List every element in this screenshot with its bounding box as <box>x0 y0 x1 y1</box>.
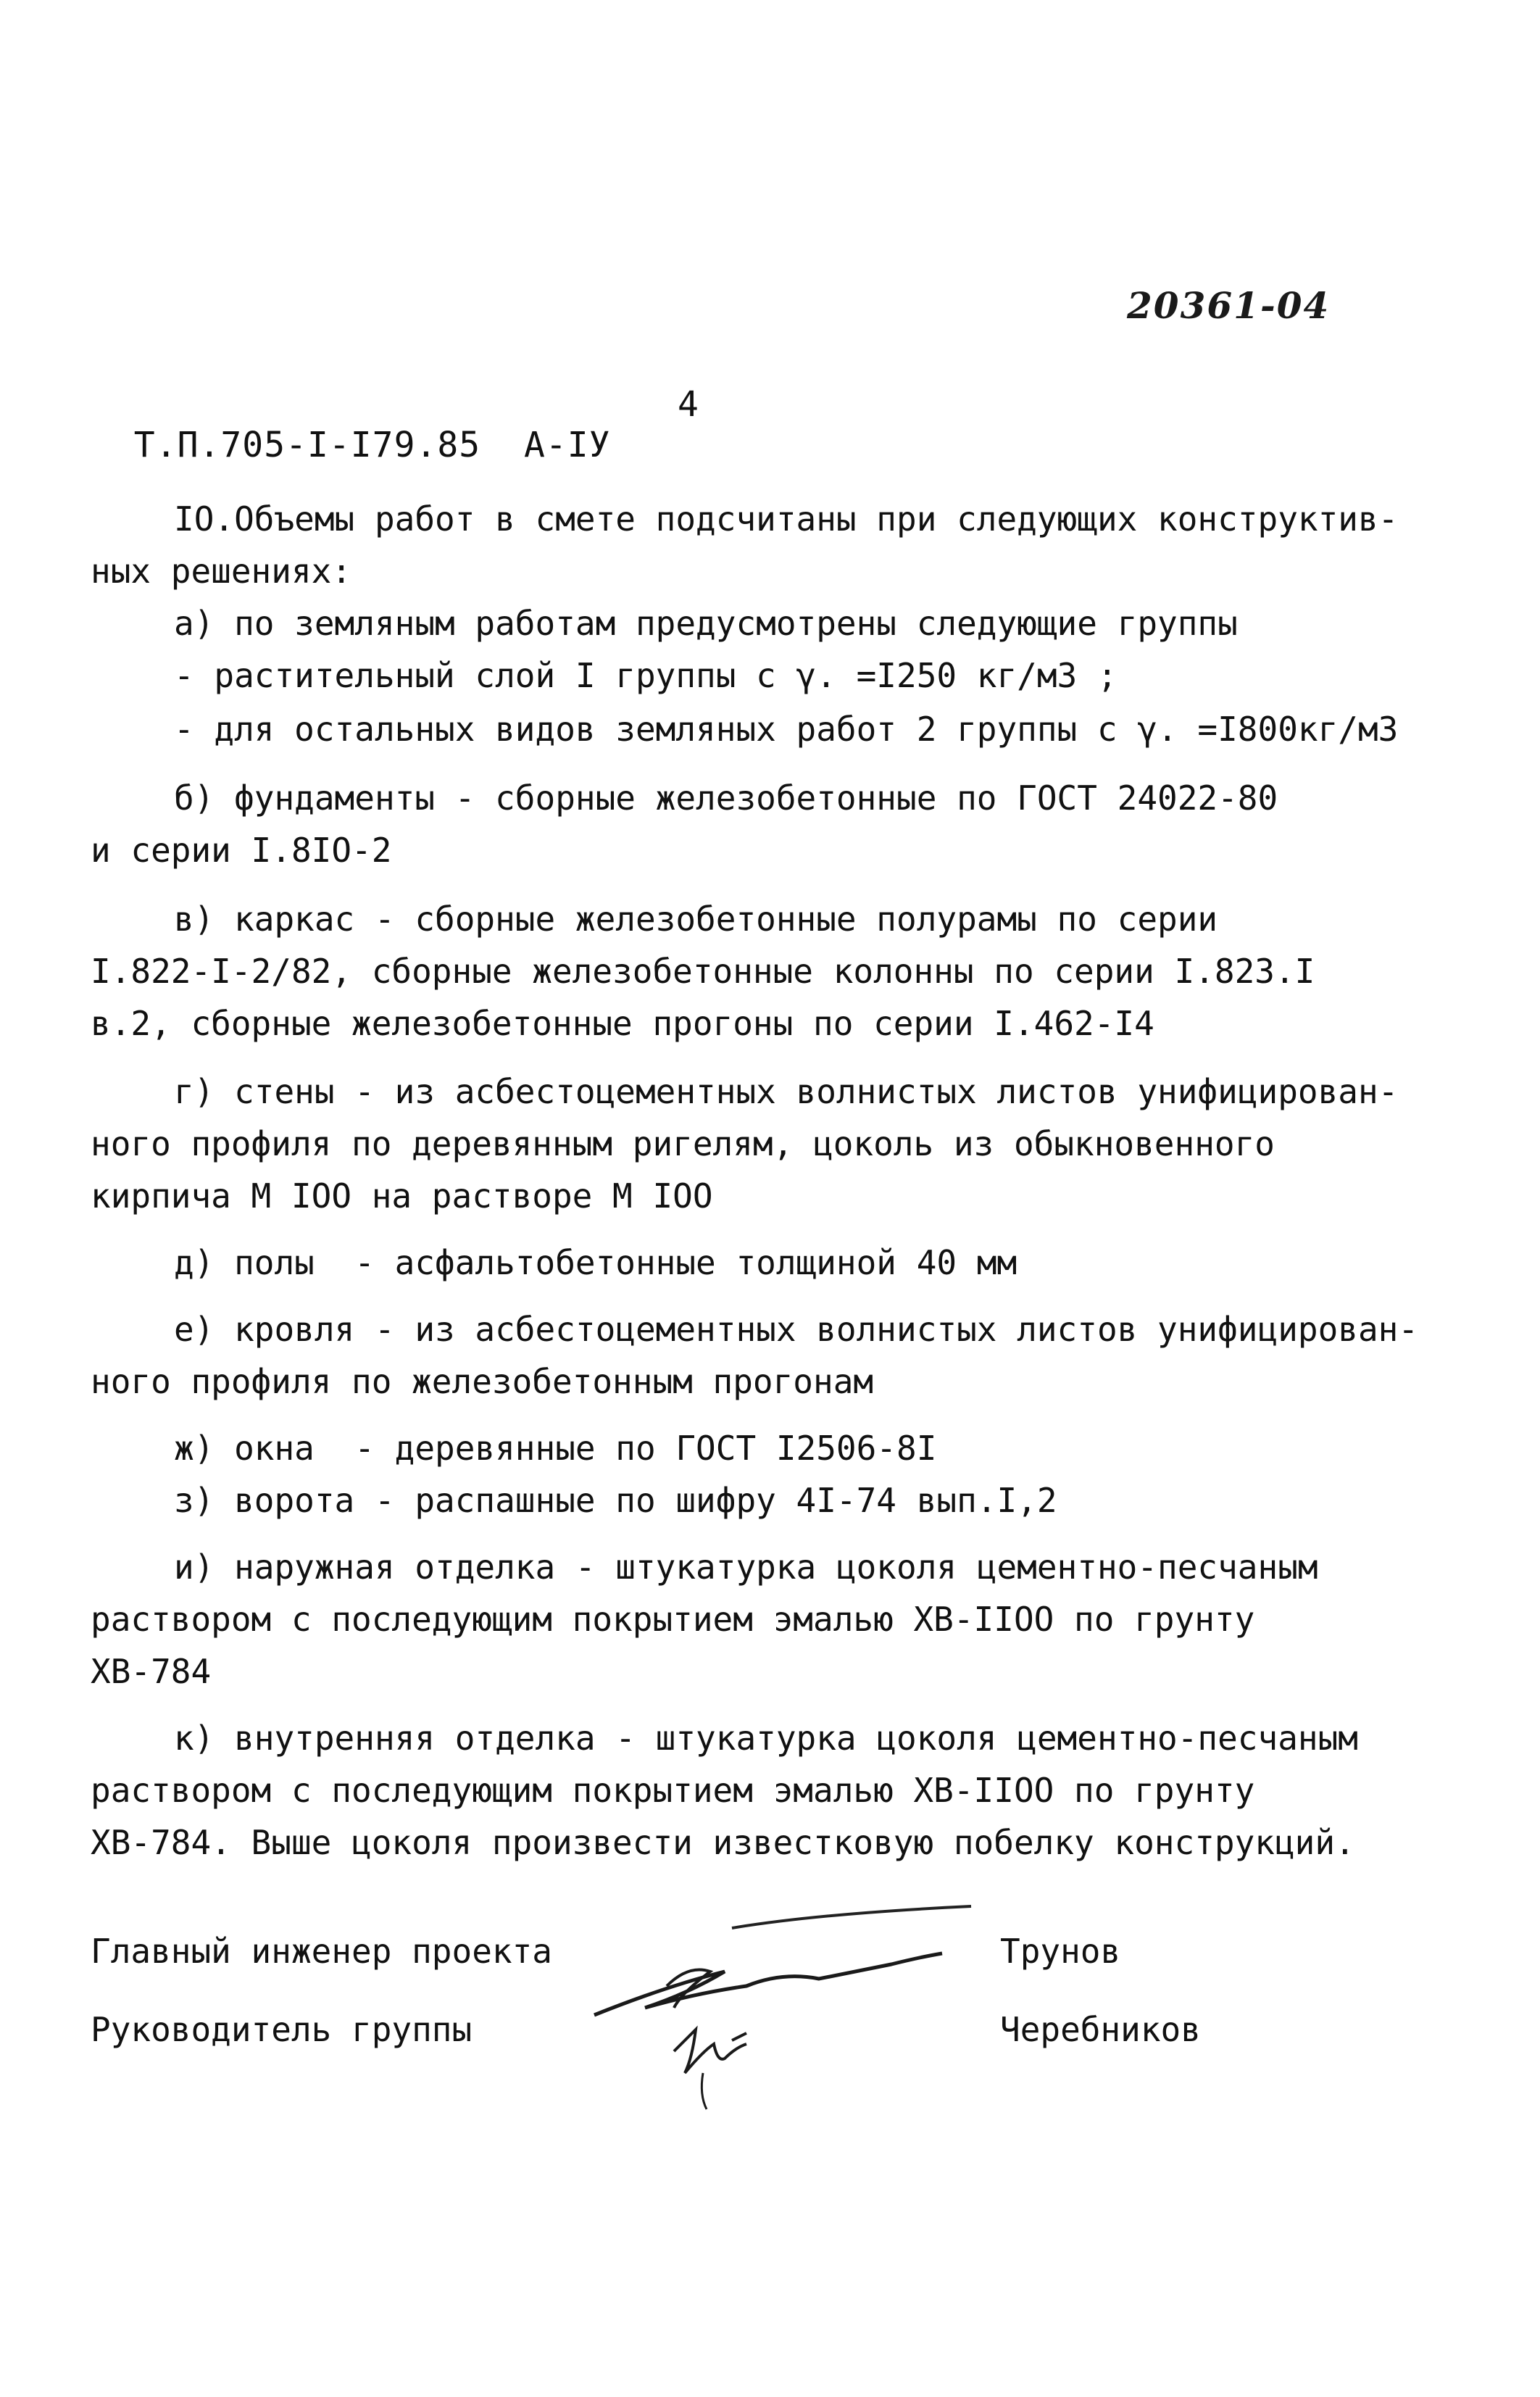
item-a-line2: - растительный слой I группы с γ. =I250 кг/м3 ; <box>174 656 1117 695</box>
item-a-line3: - для остальных видов земляных работ 2 группы с γ. =I800кг/м3 <box>174 710 1399 749</box>
item-b-line1: б) фундаменты - сборные железобетонные по ГОСТ 24022-80 <box>174 778 1278 818</box>
item-i-line1: и) наружная отделка - штукатурка цоколя цементно-песчаным <box>174 1548 1318 1587</box>
paragraph-10-line1: IO.Объемы работ в смете подсчитаны при следующих конструктив- <box>174 499 1399 539</box>
item-e-line1: е) кровля - из асбестоцементных волнистых листов унифицирован- <box>174 1310 1419 1349</box>
name-chief-engineer: Трунов <box>1000 1932 1121 1971</box>
item-a-line1: а) по земляным работам предусмотрены следующие группы <box>174 604 1238 643</box>
item-k-line3: ХВ-784. Выше цоколя произвести известковую побелку конструкций. <box>91 1823 1355 1862</box>
item-g-line3: кирпича М IOO на растворе М IOO <box>91 1176 713 1216</box>
page-number: 4 <box>678 384 699 425</box>
item-g-line1: г) стены - из асбестоцементных волнистых листов унифицирован- <box>174 1072 1399 1111</box>
item-b-line2: и серии I.8IO-2 <box>91 831 392 870</box>
role-group-leader: Руководитель группы <box>91 2010 473 2049</box>
item-z: з) ворота - распашные по шифру 4I-74 вып.I,2 <box>174 1481 1057 1520</box>
item-i-line2: раствором с последующим покрытием эмалью ХВ-IIOO по грунту <box>91 1600 1255 1639</box>
item-i-line3: ХВ-784 <box>91 1652 212 1691</box>
item-k-line2: раствором с последующим покрытием эмалью ХВ-IIOO по грунту <box>91 1771 1255 1810</box>
handwritten-doc-number: 20361-04 <box>1127 284 1331 327</box>
item-v-line3: в.2, сборные железобетонные прогоны по серии I.462-I4 <box>91 1004 1154 1043</box>
item-k-line1: к) внутренняя отделка - штукатурка цоколя цементно-песчаным <box>174 1719 1358 1758</box>
handwritten-signature-icon <box>580 1885 986 2116</box>
item-g-line2: ного профиля по деревянным ригелям, цоколь из обыкновенного <box>91 1124 1275 1163</box>
item-e-line2: ного профиля по железобетонным прогонам <box>91 1362 874 1401</box>
role-chief-engineer: Главный инженер проекта <box>91 1932 552 1971</box>
item-v-line1: в) каркас - сборные железобетонные полурамы по серии <box>174 900 1218 939</box>
item-zh: ж) окна - деревянные по ГОСТ I2506-8I <box>174 1429 937 1468</box>
name-group-leader: Черебников <box>1000 2010 1201 2049</box>
document-header <box>91 384 699 506</box>
item-v-line2: I.822-I-2/82, сборные железобетонные колонны по серии I.823.I <box>91 952 1315 991</box>
paragraph-10-line2: ных решениях: <box>91 552 352 591</box>
item-d: д) полы - асфальтобетонные толщиной 40 мм <box>174 1243 1017 1282</box>
document-code: Т.П.705-I-I79.85 А-IУ <box>133 425 611 465</box>
